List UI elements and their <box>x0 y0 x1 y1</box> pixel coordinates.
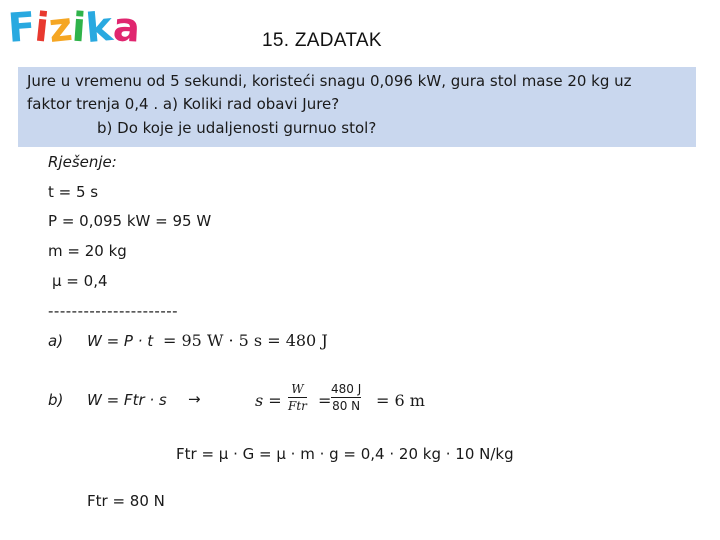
logo-letter: a <box>111 4 141 52</box>
part-b-result: = 6 m <box>376 391 425 410</box>
logo-letter: F <box>6 4 37 52</box>
given-t: t = 5 s <box>48 183 99 201</box>
fraction-numerator: 480 J <box>331 382 362 396</box>
s-lhs: s = <box>255 391 282 410</box>
given-p: P = 0,095 kW = 95 W <box>48 212 212 230</box>
logo-letter: k <box>84 3 115 53</box>
separator: ---------------------- <box>48 302 179 320</box>
logo-letter: i <box>32 4 52 52</box>
arrow-icon: → <box>188 390 201 408</box>
part-a-label: a) <box>48 332 64 350</box>
fraction-480-over-80 <box>331 382 361 413</box>
given-m: m = 20 kg <box>48 242 127 260</box>
solution-heading: Rješenje: <box>48 153 117 171</box>
task-line-1: Jure u vremenu od 5 sekundi, koristeći snagu 0,096 kW, gura stol mase 20 kg uz <box>27 72 632 90</box>
fraction-denominator: Ftr <box>288 399 307 413</box>
fraction-bar <box>288 397 307 398</box>
logo-letter: i <box>70 4 88 52</box>
part-b-formula: W = Ftr · s <box>87 391 167 409</box>
fraction-bar <box>331 397 361 398</box>
logo-letter: z <box>46 3 75 53</box>
part-b-label: b) <box>48 391 64 409</box>
part-a-result: = 95 W · 5 s = 480 J <box>163 331 328 350</box>
task-line-2: faktor trenja 0,4 . a) Koliki rad obavi Jure? <box>27 95 340 113</box>
part-a-formula: W = P · t <box>87 332 154 350</box>
task-line-3: b) Do koje je udaljenosti gurnuo stol? <box>97 119 377 137</box>
given-mu: μ = 0,4 <box>52 272 108 290</box>
fraction-denominator: 80 N <box>332 399 361 413</box>
page-title: 15. ZADATAK <box>262 30 382 51</box>
friction-formula: Ftr = μ · G = μ · m · g = 0,4 · 20 kg · 10 N/kg <box>176 445 514 463</box>
friction-result: Ftr = 80 N <box>87 492 165 510</box>
equals-sign: = <box>318 391 332 410</box>
fizika-logo <box>8 2 158 54</box>
fraction-numerator: W <box>291 382 304 396</box>
fraction-w-over-ftr <box>288 382 307 413</box>
